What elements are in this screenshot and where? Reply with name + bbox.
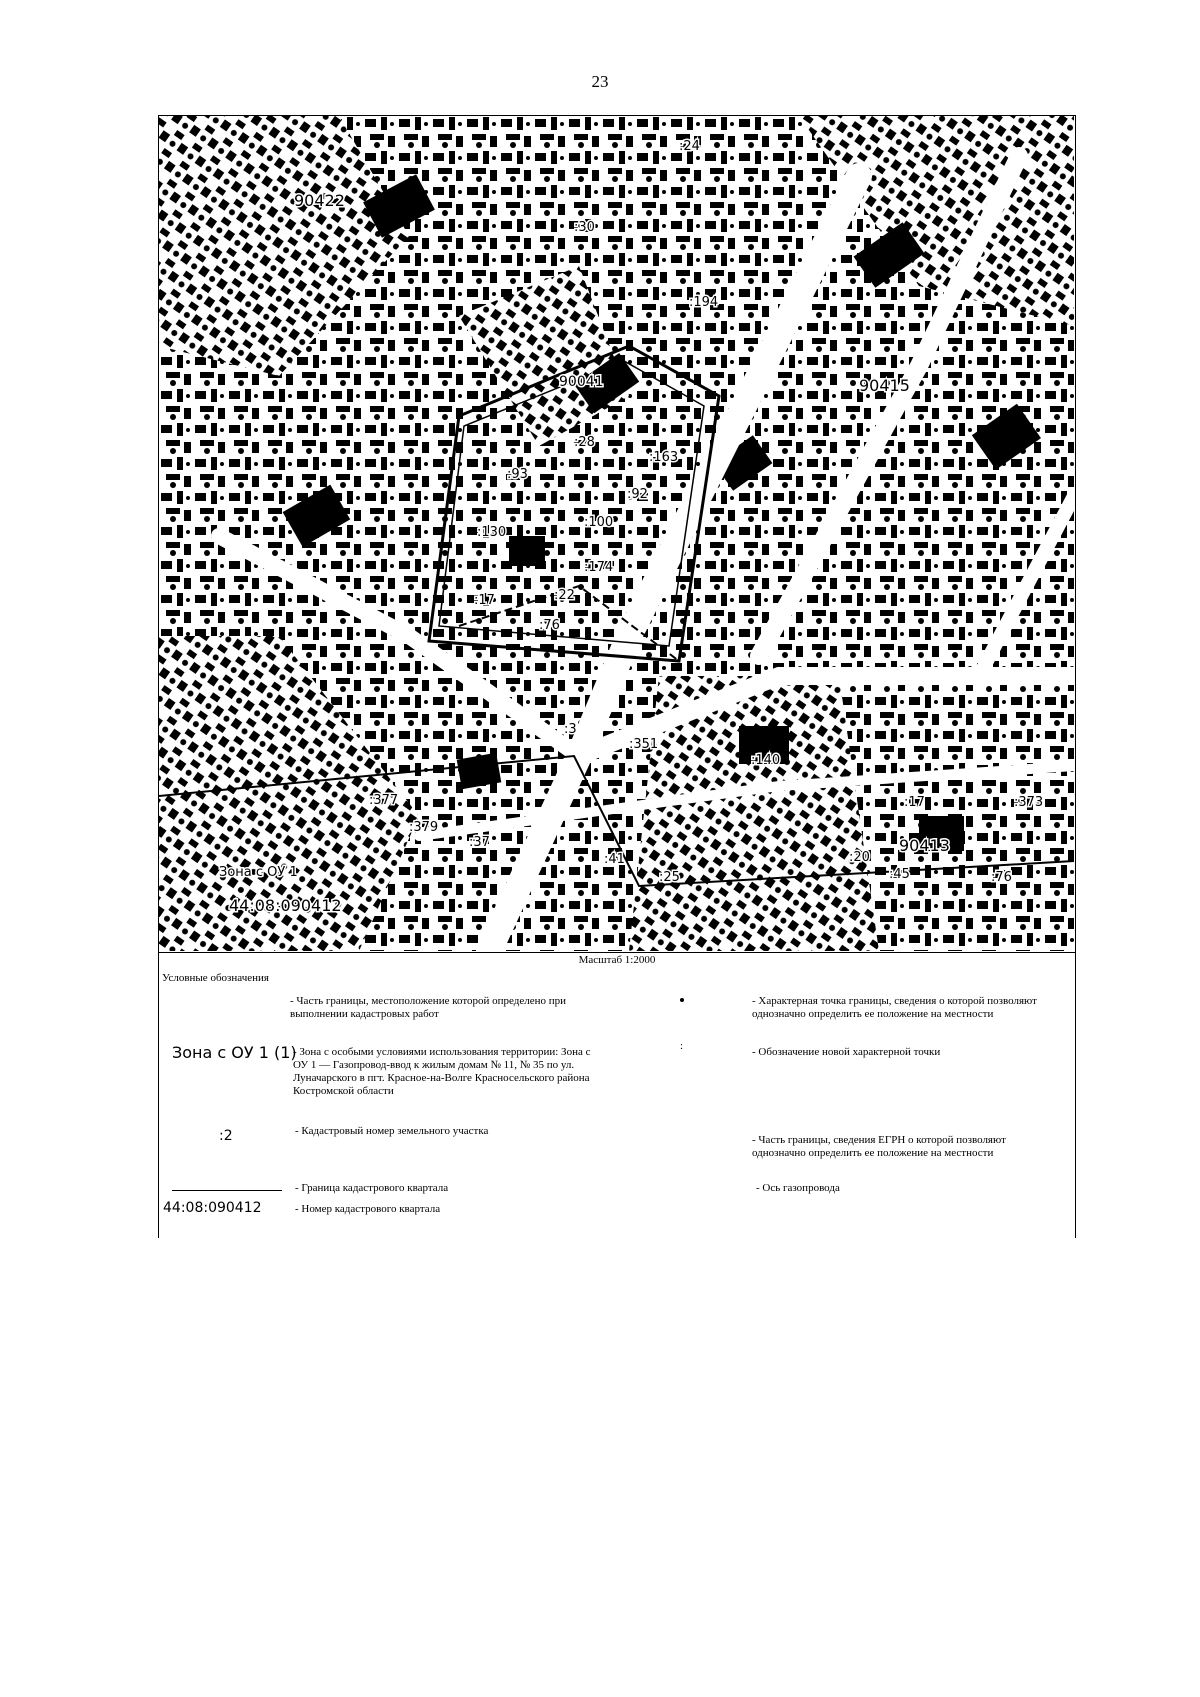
legend-text-zone: - Зона с особыми условиями использования территории: Зона с ОУ 1 — Газопровод-ввод к жилым домам № 11, № 35 по ул. Луначарского в пгт. Красное-на-Волге Красносельского района Костромской области <box>293 1046 591 1097</box>
map-label-quarter-center: 90041 <box>559 374 604 390</box>
legend-symbol-parcel-number: :2 <box>219 1128 233 1144</box>
map-label-quarter-bottom-right: 90413 <box>899 836 950 855</box>
legend-text-new-point: - Обозначение новой характерной точки <box>752 1046 941 1058</box>
legend-text-gas-pipe-axis: - Ось газопровода <box>756 1182 840 1194</box>
parcel-label: :76 <box>539 618 560 633</box>
legend-symbol-quarter-number: 44:08:090412 <box>163 1200 262 1216</box>
parcel-label: :377 <box>369 793 399 808</box>
parcel-label: :93 <box>507 467 528 482</box>
aerial-photo-map <box>159 116 1074 951</box>
parcel-label: :41 <box>604 852 625 867</box>
parcel-label: :100 <box>584 515 614 530</box>
parcel-label: :24 <box>679 139 700 154</box>
parcel-label: :3 <box>564 722 577 737</box>
parcel-label: :20 <box>849 850 870 865</box>
parcel-label: :130 <box>477 525 507 540</box>
parcel-label: :174 <box>584 560 614 575</box>
parcel-label: :140 <box>751 753 781 768</box>
parcel-label: :379 <box>409 820 439 835</box>
legend-symbol-boundary-point <box>680 998 684 1002</box>
parcel-label: :37 <box>469 835 490 850</box>
map-label-quarter-top-left: 90422 <box>294 191 345 210</box>
parcel-label: :163 <box>649 450 679 465</box>
legend-text-quarter-number: - Номер кадастрового квартала <box>295 1203 441 1215</box>
map-label-quarter-bottom-left: 44:08:090412 <box>229 896 342 915</box>
legend-text-parcel-number: - Кадастровый номер земельного участка <box>295 1125 489 1137</box>
parcel-label: :30 <box>574 220 595 235</box>
parcel-label: :25 <box>659 870 680 885</box>
legend-text-egrn-boundary: - Часть границы, сведения ЕГРН о которой позволяют однозначно определить ее положение на местности <box>752 1134 1006 1159</box>
parcel-label: :28 <box>574 435 595 450</box>
parcel-label: :22 <box>554 588 575 603</box>
map-scale: Масштаб 1:2000 <box>578 954 656 966</box>
parcel-label: :17 <box>474 593 495 608</box>
parcel-label: :194 <box>689 295 719 310</box>
map-label-zone: Зона с ОУ 1 <box>219 865 298 880</box>
parcel-label: :373 <box>1014 795 1044 810</box>
parcel-label: :92 <box>627 487 648 502</box>
legend-symbol-quarter-boundary <box>172 1190 282 1191</box>
legend-text-boundary-point: - Характерная точка границы, сведения о которой позволяют однозначно определить ее положение на местности <box>752 995 1037 1020</box>
parcel-label: :76 <box>991 870 1012 885</box>
legend-symbol-new-point: : <box>680 1040 684 1052</box>
parcel-label: :45 <box>889 867 910 882</box>
legend-text-quarter-boundary: - Граница кадастрового квартала <box>295 1182 449 1194</box>
map-label-quarter-right: 90415 <box>859 376 910 395</box>
legend-title: Условные обозначения <box>162 972 269 984</box>
legend-text-surveyed-boundary: - Часть границы, местоположение которой определено при выполнении кадастровых работ <box>290 995 567 1020</box>
parcel-label: :17 <box>904 795 925 810</box>
parcel-label: :351 <box>629 737 659 752</box>
cadastral-map[interactable] <box>158 115 1076 953</box>
legend-symbol-zone: Зона с ОУ 1 (1) <box>172 1043 297 1062</box>
page-number: 23 <box>591 72 609 91</box>
